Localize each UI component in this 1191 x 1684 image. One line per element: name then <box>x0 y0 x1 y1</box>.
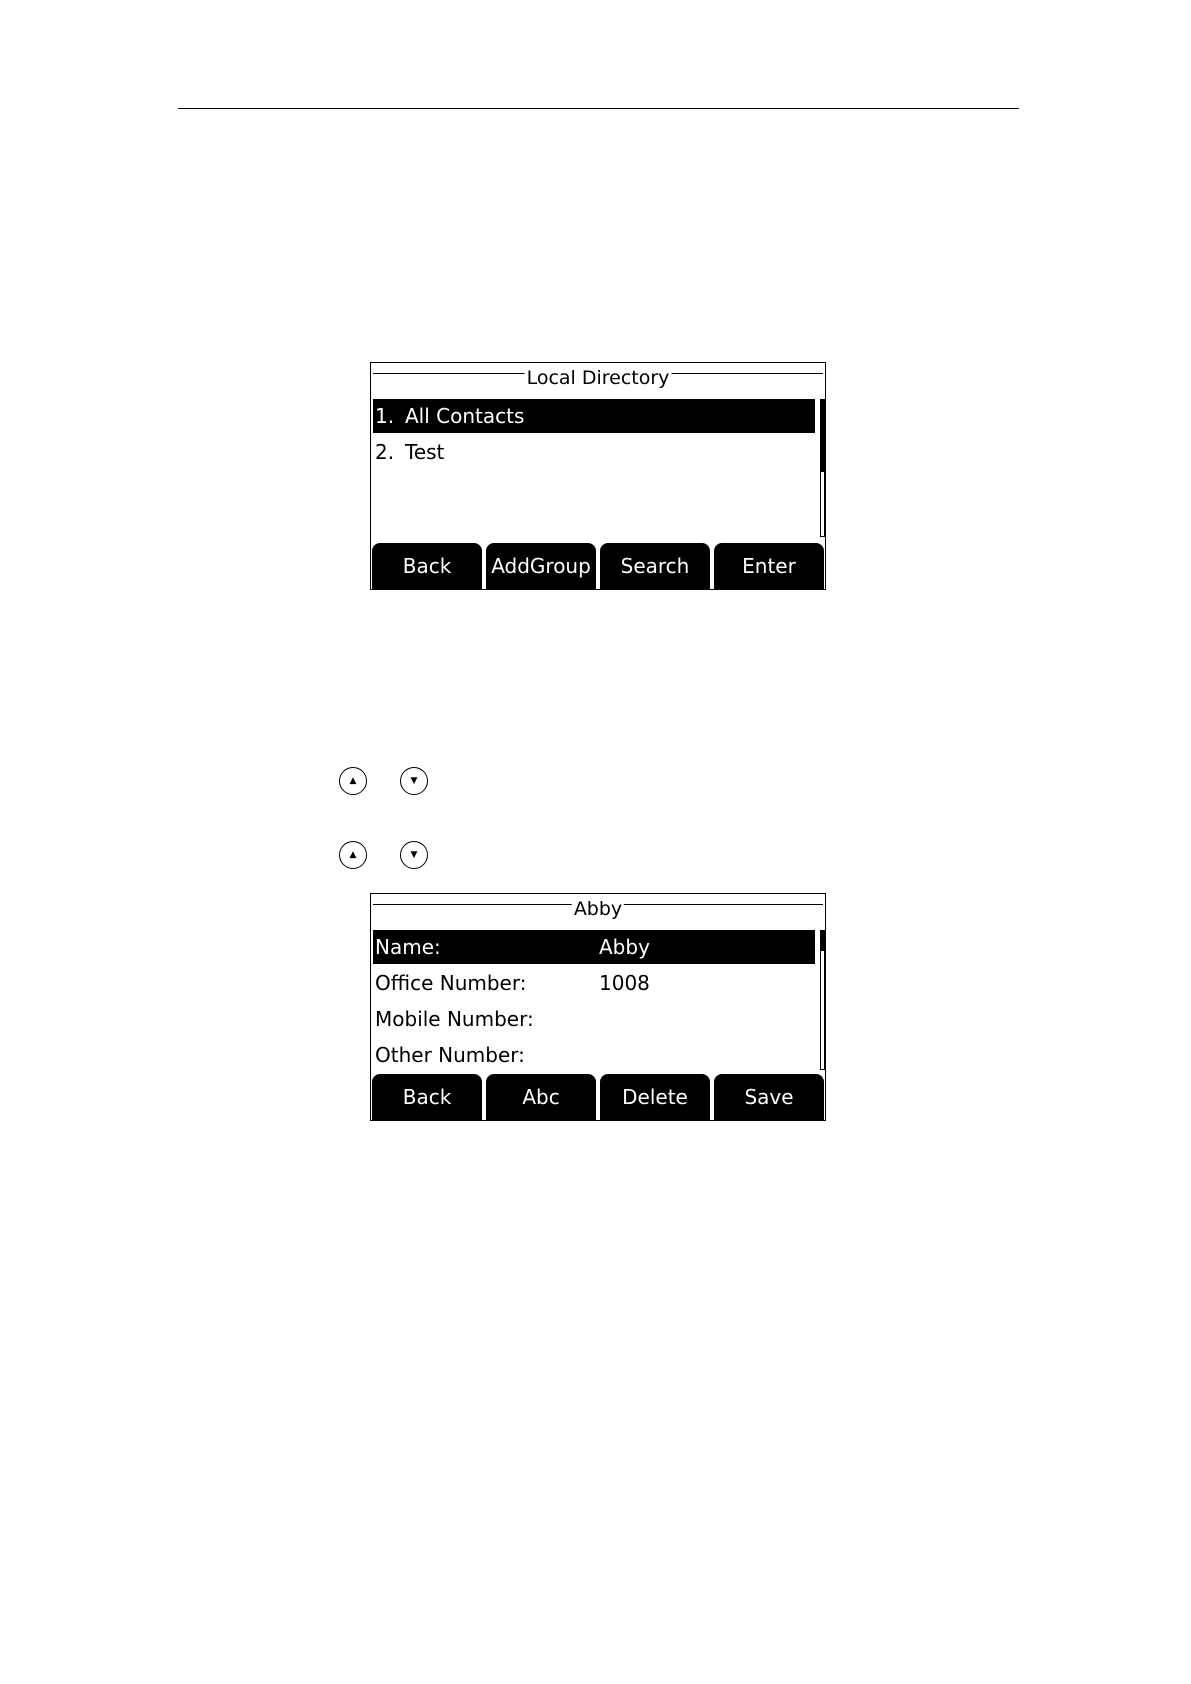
screen-title: Abby <box>573 898 623 920</box>
field-office-number[interactable] <box>373 966 815 1000</box>
field-label: Name: <box>375 935 441 959</box>
field-label: Other Number: <box>375 1043 525 1067</box>
down-arrow-key-icon: ▼ <box>400 767 428 795</box>
phone-screen-contact-abby <box>370 893 826 1121</box>
back-softkey[interactable]: Back <box>372 543 482 589</box>
scrollbar[interactable] <box>820 399 825 537</box>
list-item-number: 2. <box>375 440 395 464</box>
list-item-label: All Contacts <box>405 404 525 428</box>
header-rule <box>178 108 1019 109</box>
screen-title-bar <box>371 366 825 390</box>
list-item-label: Test <box>405 440 445 464</box>
scrollbar-thumb[interactable] <box>821 400 824 472</box>
field-other-number[interactable] <box>373 1038 815 1072</box>
down-arrow-key-icon: ▼ <box>400 841 428 869</box>
enter-softkey[interactable]: Enter <box>714 543 824 589</box>
up-arrow-key-icon: ▲ <box>339 767 367 795</box>
list-item-number: 1. <box>375 404 395 428</box>
field-label: Mobile Number: <box>375 1007 534 1031</box>
scrollbar-thumb[interactable] <box>821 931 824 951</box>
directory-list <box>373 399 815 471</box>
screen-title-bar <box>371 897 825 921</box>
name-input[interactable]: Abby <box>599 935 650 959</box>
softkey-bar <box>371 1074 825 1120</box>
screen-title: Local Directory <box>526 367 670 389</box>
list-item-all-contacts[interactable] <box>373 399 815 433</box>
softkey-bar <box>371 543 825 589</box>
scrollbar[interactable] <box>820 930 825 1070</box>
list-item-test[interactable] <box>373 435 815 469</box>
up-arrow-key-icon: ▲ <box>339 841 367 869</box>
search-softkey[interactable]: Search <box>600 543 710 589</box>
phone-screen-local-directory <box>370 362 826 590</box>
field-name[interactable] <box>373 930 815 964</box>
field-label: Office Number: <box>375 971 527 995</box>
office-number-input[interactable]: 1008 <box>599 971 650 995</box>
field-mobile-number[interactable] <box>373 1002 815 1036</box>
addgroup-softkey[interactable]: AddGroup <box>486 543 596 589</box>
back-softkey[interactable]: Back <box>372 1074 482 1120</box>
contact-fields <box>373 930 815 1074</box>
abc-softkey[interactable]: Abc <box>486 1074 596 1120</box>
save-softkey[interactable]: Save <box>714 1074 824 1120</box>
delete-softkey[interactable]: Delete <box>600 1074 710 1120</box>
